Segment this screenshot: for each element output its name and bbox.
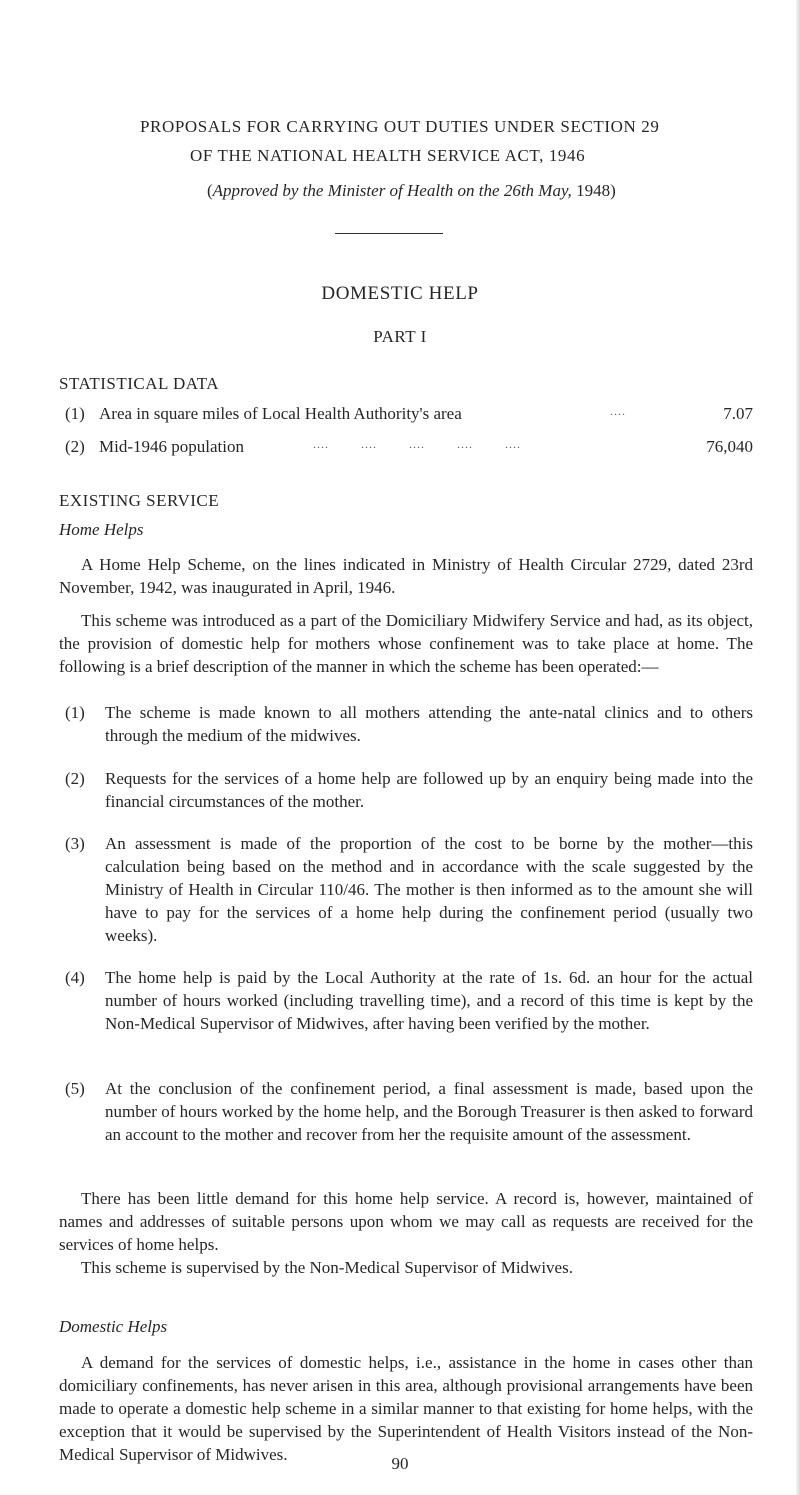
list-item-text: The home help is paid by the Local Authority at the rate of 1s. 6d. an hour for the actual number of hours worked (including travelling time), and a record of this time is kept by the Non-Medical Supervisor of Midwives, after having been verified by the mother. xyxy=(105,968,753,1033)
paragraph-home-help-scheme: A Home Help Scheme, on the lines indicated in Ministry of Health Circular 2729, dated 23rd November, 1942, was inaugurated in April, 1946. xyxy=(59,555,753,597)
home-helps-heading: Home Helps xyxy=(59,520,144,539)
stat-leader-dots: .... .... .... .... .... xyxy=(313,437,521,451)
paragraph-little-demand: There has been little demand for this home help service. A record is, however, maintained of names and addresses of suitable persons upon whom we may call as requests are received for the services of home helps. xyxy=(59,1189,753,1254)
approval-close: 1948) xyxy=(571,181,616,200)
stat-value: 76,040 xyxy=(706,437,753,456)
part-heading: PART I xyxy=(373,327,427,346)
list-item xyxy=(65,966,753,1035)
list-item-text: At the conclusion of the confinement period, a final assessment is made, based upon the number of hours worked by the home help, and the Borough Treasurer is then asked to forward an account to the mother and recover from her the requisite amount of the assessment. xyxy=(105,1079,753,1144)
list-item-text: Requests for the services of a home help are followed up by an enquiry being made into the financial circumstances of the mother. xyxy=(105,769,753,811)
title-line-1: PROPOSALS FOR CARRYING OUT DUTIES UNDER SECTION 29 xyxy=(140,117,660,136)
domestic-helps-heading: Domestic Helps xyxy=(59,1317,168,1336)
section-divider xyxy=(335,233,443,234)
paragraph-scheme-description: This scheme was introduced as a part of the Domiciliary Midwifery Service and had, as its object, the provision of domestic help for mothers whose confinement was to take place at home. The following is a brief description of the manner in which the scheme has been operated:— xyxy=(59,611,753,676)
paragraph-supervision: This scheme is supervised by the Non-Medical Supervisor of Midwives. xyxy=(81,1258,573,1277)
stat-num: (2) xyxy=(65,437,85,456)
existing-service-heading: EXISTING SERVICE xyxy=(59,491,220,510)
approval-note xyxy=(207,181,616,201)
list-item xyxy=(65,767,753,813)
stat-leader-dots: .... xyxy=(610,404,626,418)
stat-num: (1) xyxy=(65,404,85,423)
page-number: 90 xyxy=(391,1454,409,1473)
stat-label: Area in square miles of Local Health Authority's area xyxy=(99,404,462,423)
list-item-number: (4) xyxy=(65,968,85,987)
stat-label: Mid-1946 population xyxy=(99,437,244,456)
title-line-2: OF THE NATIONAL HEALTH SERVICE ACT, 1946 xyxy=(190,146,586,165)
approval-open: ( xyxy=(207,181,213,200)
list-item-number: (2) xyxy=(65,769,85,788)
statistical-heading: STATISTICAL DATA xyxy=(59,374,220,393)
list-item-number: (5) xyxy=(65,1079,85,1098)
list-item-number: (1) xyxy=(65,703,85,722)
list-item xyxy=(65,1077,753,1146)
stat-row-area xyxy=(65,404,753,426)
list-item-text: The scheme is made known to all mothers attending the ante-natal clinics and to others through the medium of the midwives. xyxy=(105,703,753,745)
list-item xyxy=(65,701,753,747)
list-item-number: (3) xyxy=(65,834,85,853)
list-item xyxy=(65,832,753,947)
page-edge-shadow xyxy=(796,0,800,1495)
stat-value: 7.07 xyxy=(723,404,753,423)
stat-row-population xyxy=(65,437,753,459)
list-item-text: An assessment is made of the proportion of the cost to be borne by the mother—this calculation being based on the method and in accordance with the scale suggested by the Ministry of Health in Circular 110/46. The mother is then informed as to the amount she will have to pay for the services of a home help during the confinement period (usually two weeks). xyxy=(105,834,753,945)
paragraph-domestic-helps: A demand for the services of domestic helps, i.e., assistance in the home in cases other than domiciliary confinements, has never arisen in this area, although provisional arrangements have been made to operate a domestic help scheme in a similar manner to that existing for home helps, with the exception that it would be supervised by the Superintendent of Health Visitors instead of the Non-Medical Supervisor of Midwives. xyxy=(59,1353,753,1464)
main-heading: DOMESTIC HELP xyxy=(321,283,479,304)
approval-italic-text: Approved by the Minister of Health on the 26th May, xyxy=(212,181,572,200)
